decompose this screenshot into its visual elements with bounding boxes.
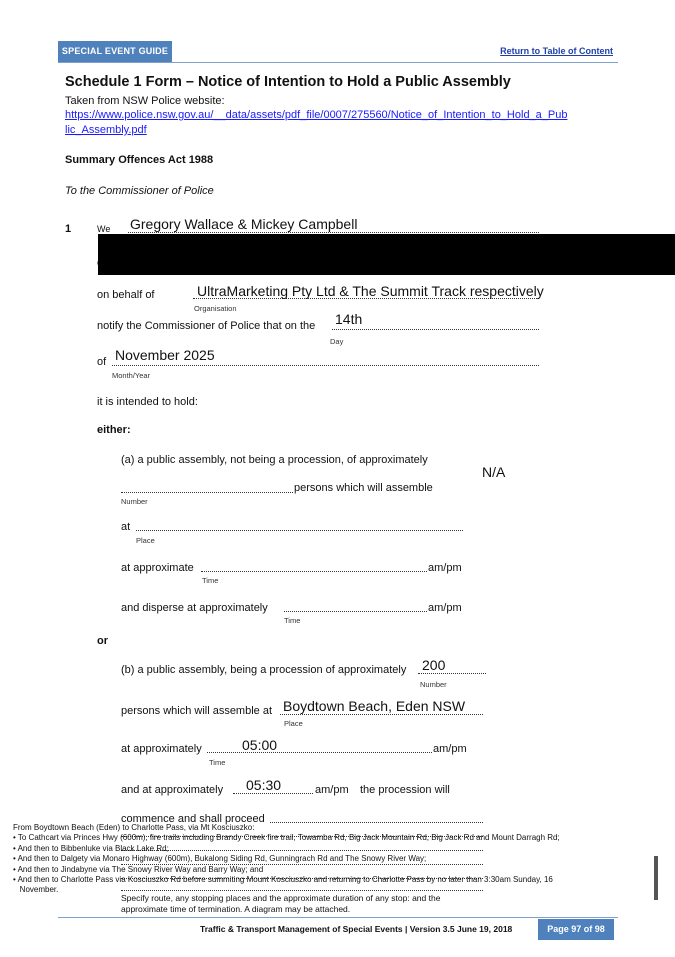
source-url-line2[interactable]: lic_Assembly.pdf xyxy=(65,124,147,136)
org-value[interactable]: UltraMarketing Pty Ltd & The Summit Track respectively xyxy=(197,283,544,299)
b-place-caption: Place xyxy=(284,719,303,728)
b-place-dotline xyxy=(280,714,483,715)
commence-label: commence and shall proceed xyxy=(121,813,265,825)
b-time1-dotline xyxy=(207,752,432,753)
a-at-label: at xyxy=(121,521,131,533)
specify-line1: Specify route, any stopping places and the approximate duration of any stop: and the xyxy=(121,893,441,903)
b-number-dotline xyxy=(418,673,486,674)
a-persons-label: persons which will assemble xyxy=(294,482,433,494)
b-and-at-label: and at approximately xyxy=(121,784,224,796)
b-time2-value[interactable]: 05:30 xyxy=(246,777,282,793)
route-description[interactable] xyxy=(13,823,560,896)
a-time-dotline xyxy=(201,571,427,572)
we-label: We xyxy=(97,224,111,234)
on-behalf-label: on behalf of xyxy=(97,289,155,301)
intended-text: it is intended to hold: xyxy=(97,396,198,408)
source-note: Taken from NSW Police website: xyxy=(65,95,225,107)
b-place-value[interactable]: Boydtown Beach, Eden NSW xyxy=(283,698,466,714)
month-dotline xyxy=(112,365,539,366)
b-persons-label: persons which will assemble at xyxy=(121,705,273,717)
month-value[interactable]: November 2025 xyxy=(115,347,215,363)
day-value[interactable]: 14th xyxy=(335,311,363,327)
page-number-badge: Page 97 of 98 xyxy=(538,919,614,940)
b-number-value[interactable]: 200 xyxy=(422,657,446,673)
a-disperse-dotline xyxy=(284,611,427,612)
option-a-na[interactable]: N/A xyxy=(482,464,506,480)
route-line: • And then to Bibbenluke via Black Lake Rd; xyxy=(13,843,169,853)
org-caption: Organisation xyxy=(194,304,237,313)
notify-label: notify the Commissioner of Police that on the xyxy=(97,320,316,332)
footer-rule xyxy=(58,917,618,918)
we-dotline xyxy=(128,232,539,233)
b-time2-dotline xyxy=(233,793,313,794)
route-line: • And then to Dalgety via Monaro Highway (600m), Bukalong Siding Rd, Gunningrach Rd and The Snowy River Way; xyxy=(13,854,427,864)
a-ampm-2: am/pm xyxy=(428,602,462,614)
a-place-dotline xyxy=(136,530,463,531)
footer-text: Traffic & Transport Management of Special Events | Version 3.5 June 19, 2018 xyxy=(200,924,513,934)
a-time-caption-1: Time xyxy=(202,576,219,585)
we-value[interactable]: Gregory Wallace & Mickey Campbell xyxy=(130,216,358,232)
redaction-block xyxy=(98,234,675,275)
specify-line2: approximate time of termination. A diagram may be attached. xyxy=(121,904,351,914)
b-procession-will: the procession will xyxy=(360,784,450,796)
act-name: Summary Offences Act 1988 xyxy=(65,154,214,166)
either-label: either: xyxy=(97,424,131,436)
month-caption: Month/Year xyxy=(112,371,151,380)
a-place-caption: Place xyxy=(136,536,155,545)
return-to-toc-link[interactable]: Return to Table of Content xyxy=(500,46,613,56)
a-ampm-1: am/pm xyxy=(428,562,462,574)
a-at-approx-label: at approximate xyxy=(121,562,194,574)
b-ampm-1: am/pm xyxy=(433,743,467,755)
a-number-dotline xyxy=(121,492,293,493)
or-label: or xyxy=(97,635,108,647)
b-number-caption: Number xyxy=(420,680,447,689)
b-time1-value[interactable]: 05:00 xyxy=(242,737,278,753)
of2-label: of xyxy=(97,356,107,368)
day-dotline xyxy=(332,329,539,330)
item-number: 1 xyxy=(65,223,72,235)
day-caption: Day xyxy=(330,337,344,346)
b-time-caption: Time xyxy=(209,758,226,767)
b-ampm-2: am/pm xyxy=(315,784,349,796)
b-at-approx-label: at approximately xyxy=(121,743,202,755)
route-line: • And then to Charlotte Pass via Kosciuszko Rd before summiting Mount Kosciuszko and returning to Charlotte Pass by no later than 3:30am Sunday, 16 xyxy=(13,875,553,885)
header-rule xyxy=(58,62,618,63)
source-url-line1[interactable]: https://www.police.nsw.gov.au/__data/assets/pdf_file/0007/275560/Notice_of_Intention_to_Hold_a_Pub xyxy=(65,109,568,121)
page-title: Schedule 1 Form – Notice of Intention to Hold a Public Assembly xyxy=(65,74,511,90)
route-line: November. xyxy=(13,885,59,895)
route-line: From Boydtown Beach (Eden) to Charlotte Pass, via Mt Kosciuszko: xyxy=(13,823,255,832)
route-line: • And then to Jindabyne via The Snowy River Way and Barry Way; and xyxy=(13,864,264,874)
a-number-caption: Number xyxy=(121,497,148,506)
a-time-caption-2: Time xyxy=(284,616,301,625)
route-line: • To Cathcart via Princes Hwy (600m), fire trails including Brandy Creek fire trail, Towamba Rd, Big Jack Mountain Rd, Big Jack Rd and Mount Darragh Rd; xyxy=(13,833,560,843)
option-b-text: (b) a public assembly, being a procession of approximately xyxy=(121,664,407,676)
section-tag: SPECIAL EVENT GUIDE xyxy=(58,41,172,62)
scrollbar-marker xyxy=(654,856,658,900)
a-disperse-label: and disperse at approximately xyxy=(121,602,268,614)
addressee: To the Commissioner of Police xyxy=(65,185,214,197)
option-a-text: (a) a public assembly, not being a procession, of approximately xyxy=(121,454,428,466)
